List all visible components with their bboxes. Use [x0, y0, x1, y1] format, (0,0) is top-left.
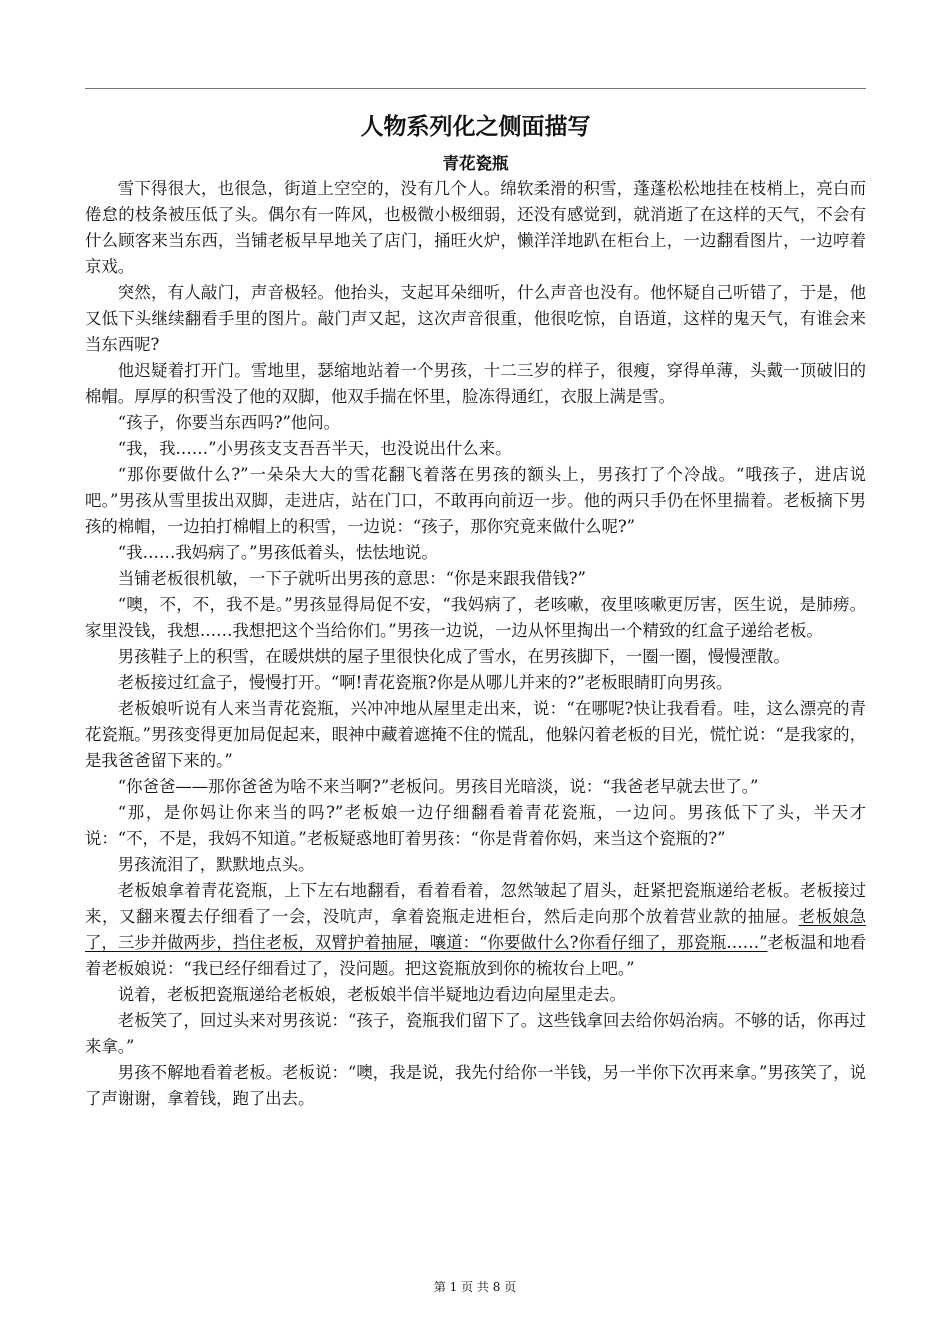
paragraph: “那，是你妈让你来当的吗?”老板娘一边仔细翻看着青花瓷瓶，一边问。男孩低下了头，半天才说：“不，不是，我妈不知道。”老板疑惑地盯着男孩：“你是背着你妈，来当这个瓷瓶的?” — [85, 803, 866, 848]
paragraph: 男孩流泪了，默默地点头。 — [117, 855, 315, 874]
paragraph: 男孩不解地看着老板。老板说：“噢，我是说，我先付给你一半钱，另一半你下次再来拿。”男孩笑了，说了声谢谢，拿着钱，跑了出去。 — [85, 1063, 866, 1108]
paragraph: 突然，有人敲门，声音极轻。他抬头，支起耳朵细听，什么声音也没有。他怀疑自己听错了，于是，他又低下头继续翻看手里的图片。敲门声又起，这次声音很重，他很吃惊，自语道，这样的鬼天气，有谁会来当东西呢? — [85, 283, 866, 354]
page-footer: 第 1 页 共 8 页 — [433, 1280, 517, 1294]
paragraph: “你爸爸——那你爸爸为啥不来当啊?”老板问。男孩目光暗淡，说：“我爸老早就去世了。” — [117, 777, 759, 796]
paragraph: 当铺老板很机敏，一下子就听出男孩的意思：“你是来跟我借钱?” — [117, 569, 586, 588]
paragraph: 老板娘听说有人来当青花瓷瓶，兴冲冲地从屋里走出来，说：“在哪呢?快让我看看。哇，这么漂亮的青花瓷瓶。”男孩变得更加局促起来，眼神中藏着遮掩不住的慌乱，他躲闪着老板的目光，慌忙说：“是我家的，是我爸爸留下来的。” — [85, 699, 866, 770]
paragraph: “我……我妈病了。”男孩低着头，怯怯地说。 — [117, 543, 438, 562]
underlined-sentence: 老板娘急了，三步并做两步，挡住老板，双臂护着抽屉，嚷道：“你要做什么?你看仔细了，那瓷瓶……” — [85, 907, 867, 952]
paragraph: “噢，不，不，我不是。”男孩显得局促不安，“我妈病了，老咳嗽，夜里咳嗽更厉害，医生说，是肺痨。家里没钱，我想……我想把这个当给你们。”男孩一边说，一边从怀里掏出一个精致的红盒子递给老板。 — [85, 595, 866, 640]
paragraph: 老板笑了，回过头来对男孩说：“孩子，瓷瓶我们留下了。这些钱拿回去给你妈治病。不够的话，你再过来拿。” — [85, 1011, 866, 1056]
paragraph-with-underline — [85, 878, 866, 982]
paragraph-text: 老板温和地看着老板娘说：“我已经仔细看过了，没问题。把这瓷瓶放到你的梳妆台上吧。” — [85, 933, 867, 978]
paragraph: 他迟疑着打开门。雪地里，瑟缩地站着一个男孩，十二三岁的样子，很瘦，穿得单薄，头戴一顶破旧的棉帽。厚厚的积雪没了他的双脚，他双手揣在怀里，脸冻得通红，衣服上满是雪。 — [85, 361, 866, 406]
paragraph: “孩子，你要当东西吗?”他问。 — [117, 413, 341, 432]
header-rule — [85, 88, 866, 89]
paragraph: “那你要做什么?”一朵朵大大的雪花翻飞着落在男孩的额头上，男孩打了个冷战。“哦孩子，进店说吧。”男孩从雪里拔出双脚，走进店，站在门口，不敢再向前迈一步。他的两只手仍在怀里揣着。老板摘下男孩的棉帽，一边拍打棉帽上的积雪，一边说：“孩子，那你究竟来做什么呢?” — [85, 465, 866, 536]
document-title: 人物系列化之侧面描写 — [360, 114, 591, 140]
paragraph: 男孩鞋子上的积雪，在暖烘烘的屋子里很快化成了雪水，在男孩脚下，一圈一圈，慢慢湮散。 — [117, 647, 790, 666]
paragraph-text: 老板娘拿着青花瓷瓶，上下左右地翻看，看着看着，忽然皱起了眉头，赶紧把瓷瓶递给老板。老板接过来，又翻来覆去仔细看了一会，没吭声，拿着瓷瓶走进柜台，然后走向那个放着营业款的抽屉。 — [85, 881, 866, 926]
paragraph: 说着，老板把瓷瓶递给老板娘，老板娘半信半疑地边看边向屋里走去。 — [117, 985, 626, 1004]
story-body — [85, 176, 866, 1112]
story-title: 青花瓷瓶 — [442, 154, 509, 173]
paragraph: 老板接过红盒子，慢慢打开。“啊!青花瓷瓶?你是从哪儿并来的?”老板眼睛盯向男孩。 — [117, 673, 733, 692]
paragraph: “我，我……”小男孩支支吾吾半天，也没说出什么来。 — [117, 439, 512, 458]
paragraph: 雪下得很大，也很急，街道上空空的，没有几个人。绵软柔滑的积雪，蓬蓬松松地挂在枝梢上，亮白而倦怠的枝条被压低了头。偶尔有一阵风，也极微小极细弱，还没有感觉到，就消逝了在这样的天气，不会有什么顾客来当东西，当铺老板早早地关了店门，捅旺火炉，懒洋洋地趴在柜台上，一边翻看图片，一边哼着京戏。 — [85, 179, 866, 276]
